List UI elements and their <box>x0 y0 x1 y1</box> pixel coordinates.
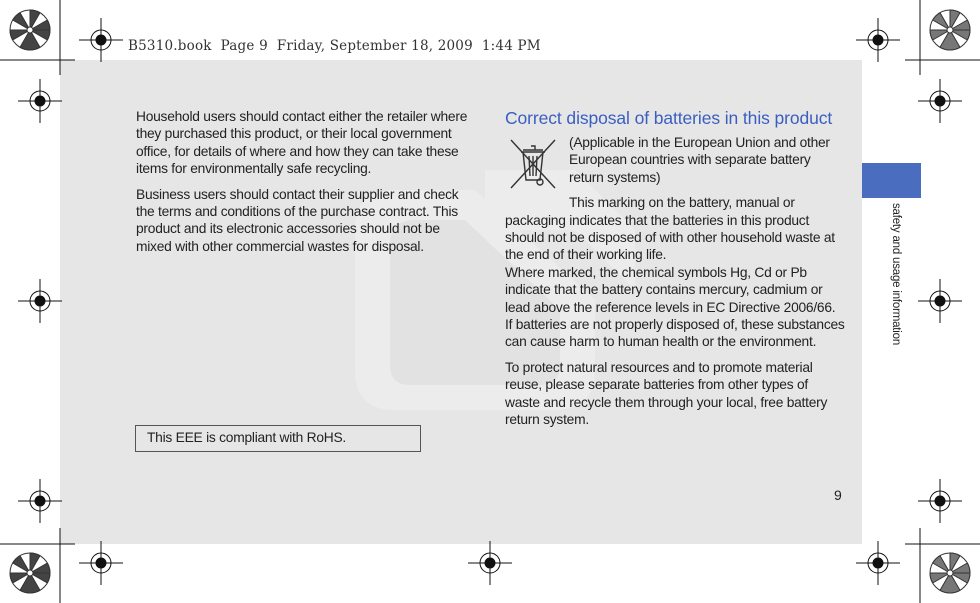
business-users-paragraph: Business users should contact their supplier and check the terms and conditions of the purchase contract. This product and its electronic accessories should not be mixed with other commercial wastes for disposal. <box>136 186 459 254</box>
applicability-text: (Applicable in the European Union and other European countries with separate battery return systems) <box>569 135 830 185</box>
section-tab <box>862 163 921 198</box>
chemical-symbols-paragraph: Where marked, the chemical symbols Hg, Cd or Pb indicate that the battery contains mercury, cadmium or lead above the reference levels in EC Directive 2006/66. If batteries are not properly disposed of, these substances can cause harm to human health or the environment. <box>505 264 845 350</box>
section-heading: Correct disposal of batteries in this product <box>505 108 833 128</box>
page-number: 9 <box>834 487 842 503</box>
recycling-paragraph: To protect natural resources and to promote material reuse, please separate batteries from other types of waste and recycle them through your local, free battery return system. <box>505 359 828 428</box>
household-users-paragraph: Household users should contact either the retailer where they purchased this product, or their local government office, for details of where and how they can take these items for environmentally safe recycling. <box>136 109 468 177</box>
rohs-compliance-note: This EEE is compliant with RoHS. <box>135 425 421 452</box>
bin-marking-block <box>505 134 845 264</box>
section-label: safety and usage information <box>890 202 903 346</box>
crossed-out-wheelie-bin-icon <box>505 136 561 192</box>
left-column <box>136 108 474 263</box>
file-info-header: B5310.book Page 9 Friday, September 18, 2009 1:44 PM <box>128 38 541 54</box>
marking-paragraph: This marking on the battery, manual or packaging indicates that the batteries in this product should not be disposed of with other household waste at the end of their working life. <box>505 195 835 263</box>
right-column <box>505 108 845 437</box>
